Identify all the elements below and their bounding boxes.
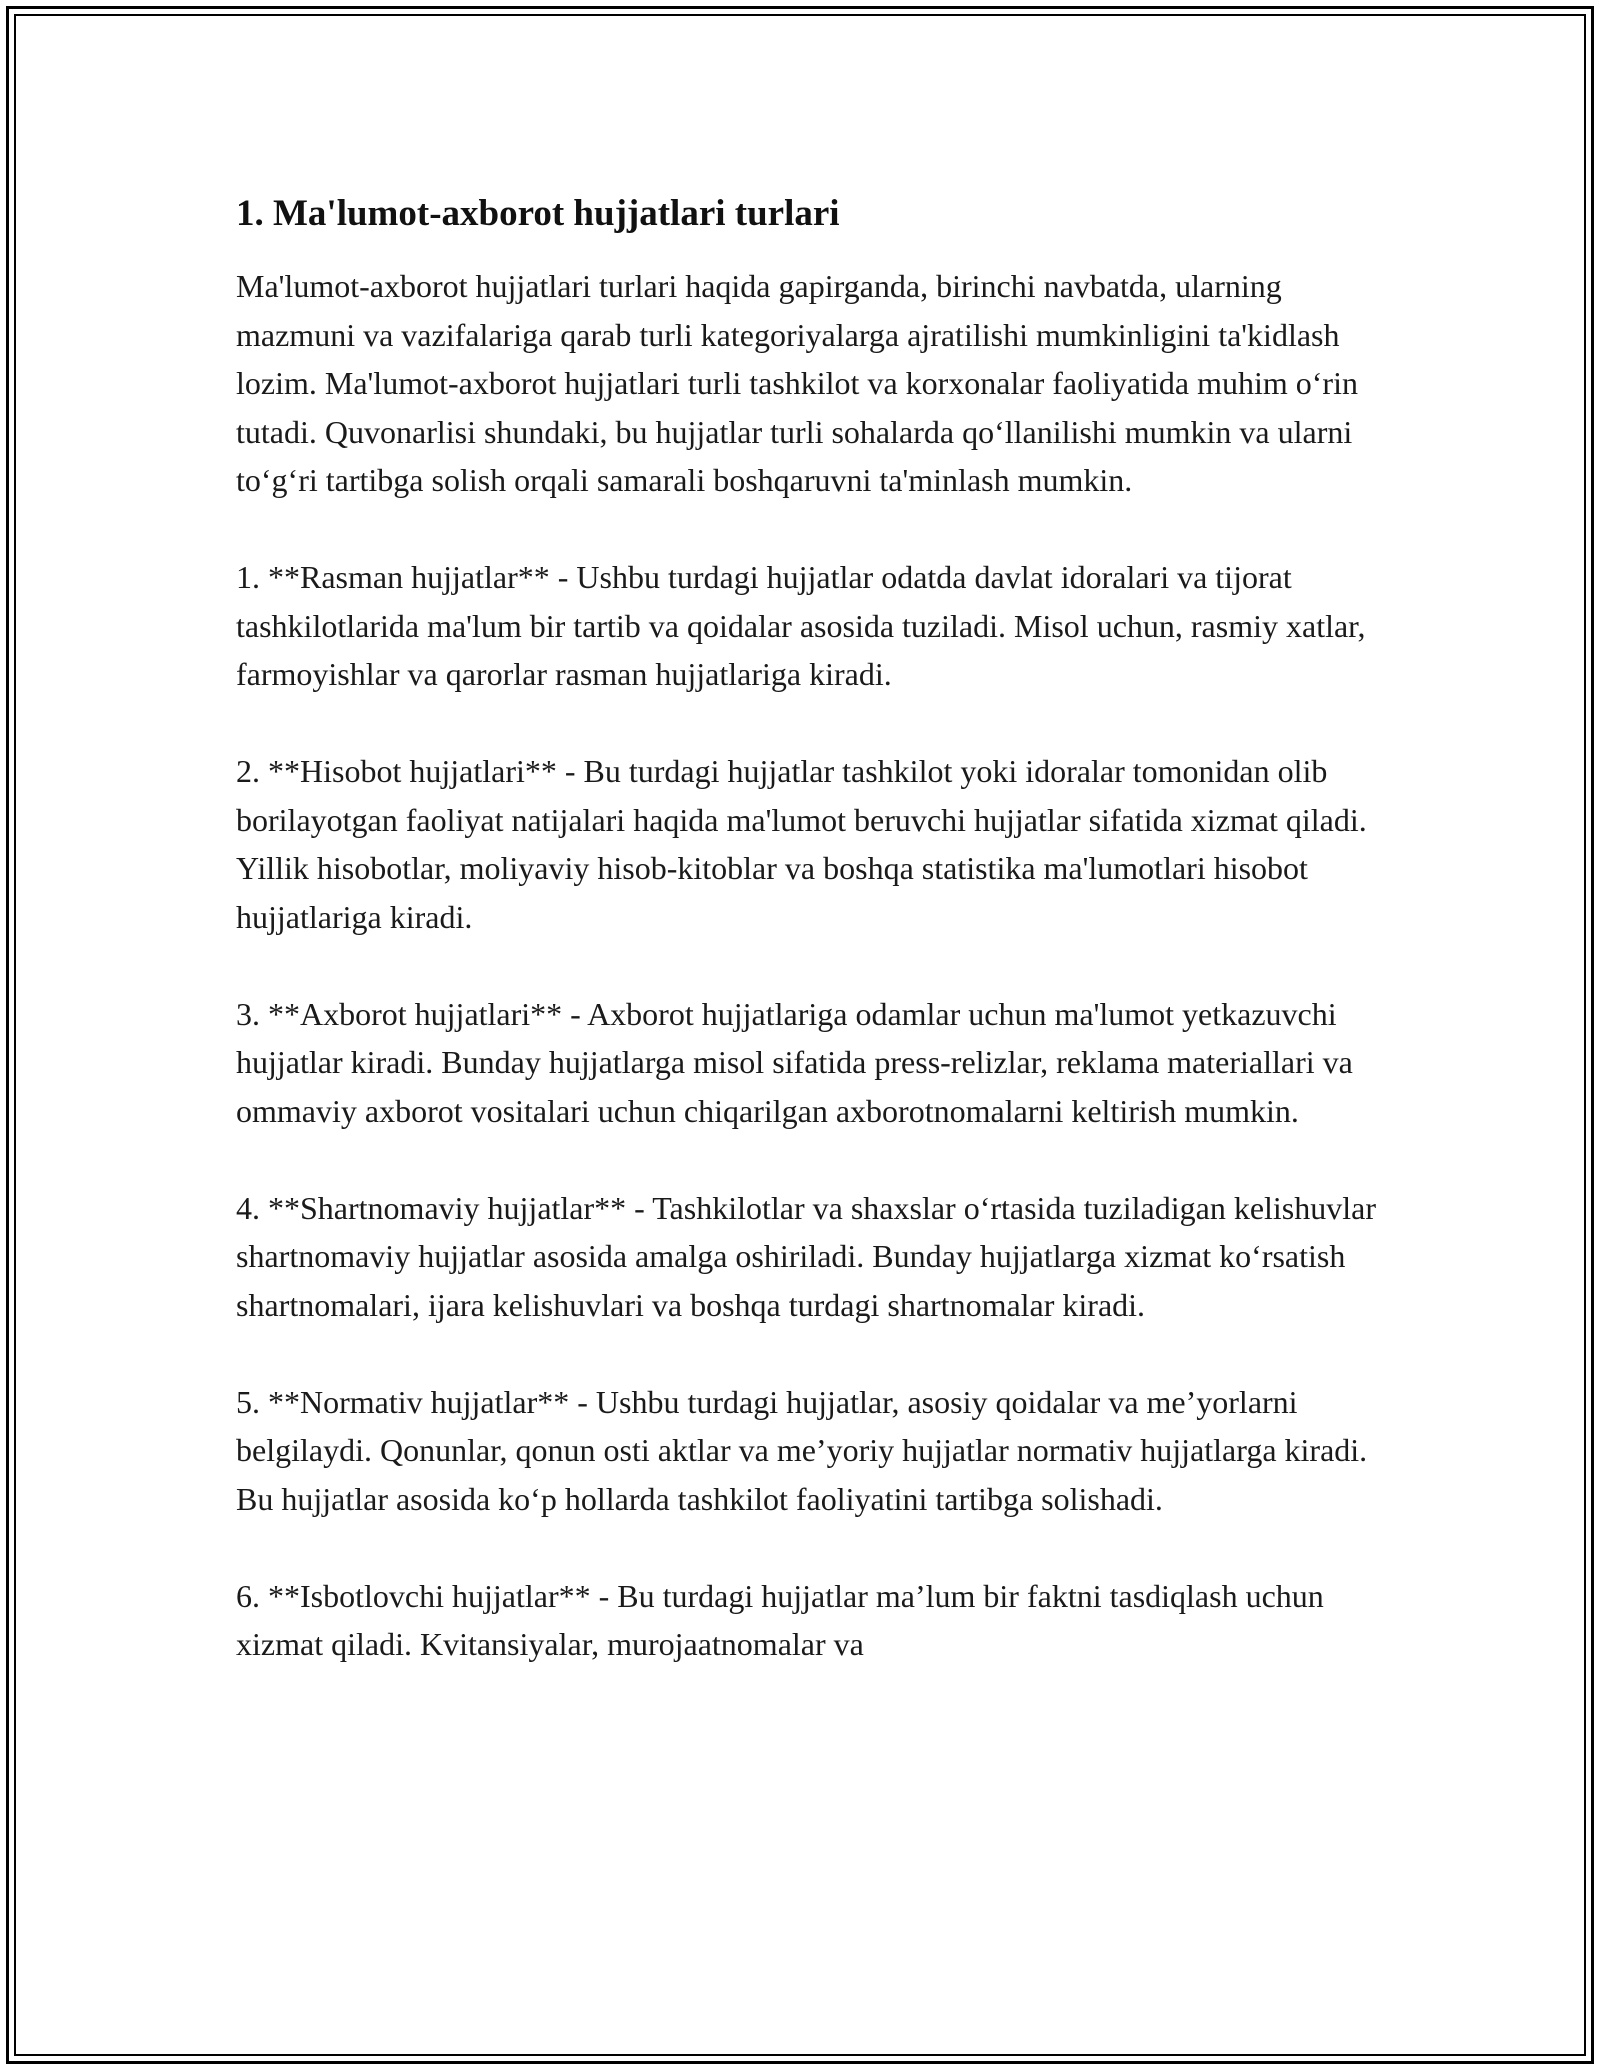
list-item-hisobot: 2. **Hisobot hujjatlari** - Bu turdagi hujjatlar tashkilot yoki idoralar tomonidan olib borilayotgan faoliyat natijalari haqida ma'lumot beruvchi hujjatlar sifatida xizmat qiladi. Yillik hisobotlar, moliyaviy hisob-kitoblar va boshqa statistika ma'lumotlari hisobot hujjatlariga kiradi. (236, 753, 1367, 935)
list-item-axborot: 3. **Axborot hujjatlari** - Axborot hujjatlariga odamlar uchun ma'lumot yetkazuvchi hujjatlar kiradi. Bunday hujjatlarga misol sifatida press-relizlar, reklama materiallari va ommaviy axborot vositalari uchun chiqarilgan axborotnomalarni keltirish mumkin. (236, 995, 1353, 1129)
intro-paragraph: Ma'lumot-axborot hujjatlari turlari haqida gapirganda, birinchi navbatda, ularning mazmuni va vazifalariga qarab turli kategoriyalarga ajratilishi mumkinligini ta'kidlash lozim. Ma'lumot-axborot hujjatlari turli tashkilot va korxonalar faoliyatida muhim o‘rin tutadi. Quvonarlisi shundaki, bu hujjatlar turli sohalarda qo‘llanilishi mumkin va ularni to‘g‘ri tartibga solish orqali samarali boshqaruvni ta'minlash mumkin. (236, 268, 1358, 498)
list-item-rasman: 1. **Rasman hujjatlar** - Ushbu turdagi hujjatlar odatda davlat idoralari va tijorat tashkilotlarida ma'lum bir tartib va qoidalar asosida tuziladi. Misol uchun, rasmiy xatlar, farmoyishlar va qarorlar rasman hujjatlariga kiradi. (236, 559, 1366, 692)
document-body (236, 190, 1386, 1717)
section-heading: 1. Ma'lumot-axborot hujjatlari turlari (236, 193, 840, 234)
list-item-isbotlovchi: 6. **Isbotlovchi hujjatlar** - Bu turdagi hujjatlar ma’lum bir faktni tasdiqlash uchun xizmat qiladi. Kvitansiyalar, murojaatnomalar va (236, 1577, 1324, 1662)
list-item-normativ: 5. **Normativ hujjatlar** - Ushbu turdagi hujjatlar, asosiy qoidalar va me’yorlarni belgilaydi. Qonunlar, qonun osti aktlar va me’yoriy hujjatlar normativ hujjatlarga kiradi. Bu hujjatlar asosida ko‘p hollarda tashkilot faoliyatini tartibga solishadi. (236, 1383, 1368, 1517)
list-item-shartnomaviy: 4. **Shartnomaviy hujjatlar** - Tashkilotlar va shaxslar o‘rtasida tuziladigan kelishuvlar shartnomaviy hujjatlar asosida amalga oshiriladi. Bunday hujjatlarga xizmat ko‘rsatish shartnomalari, ijara kelishuvlari va boshqa turdagi shartnomalar kiradi. (236, 1189, 1376, 1323)
